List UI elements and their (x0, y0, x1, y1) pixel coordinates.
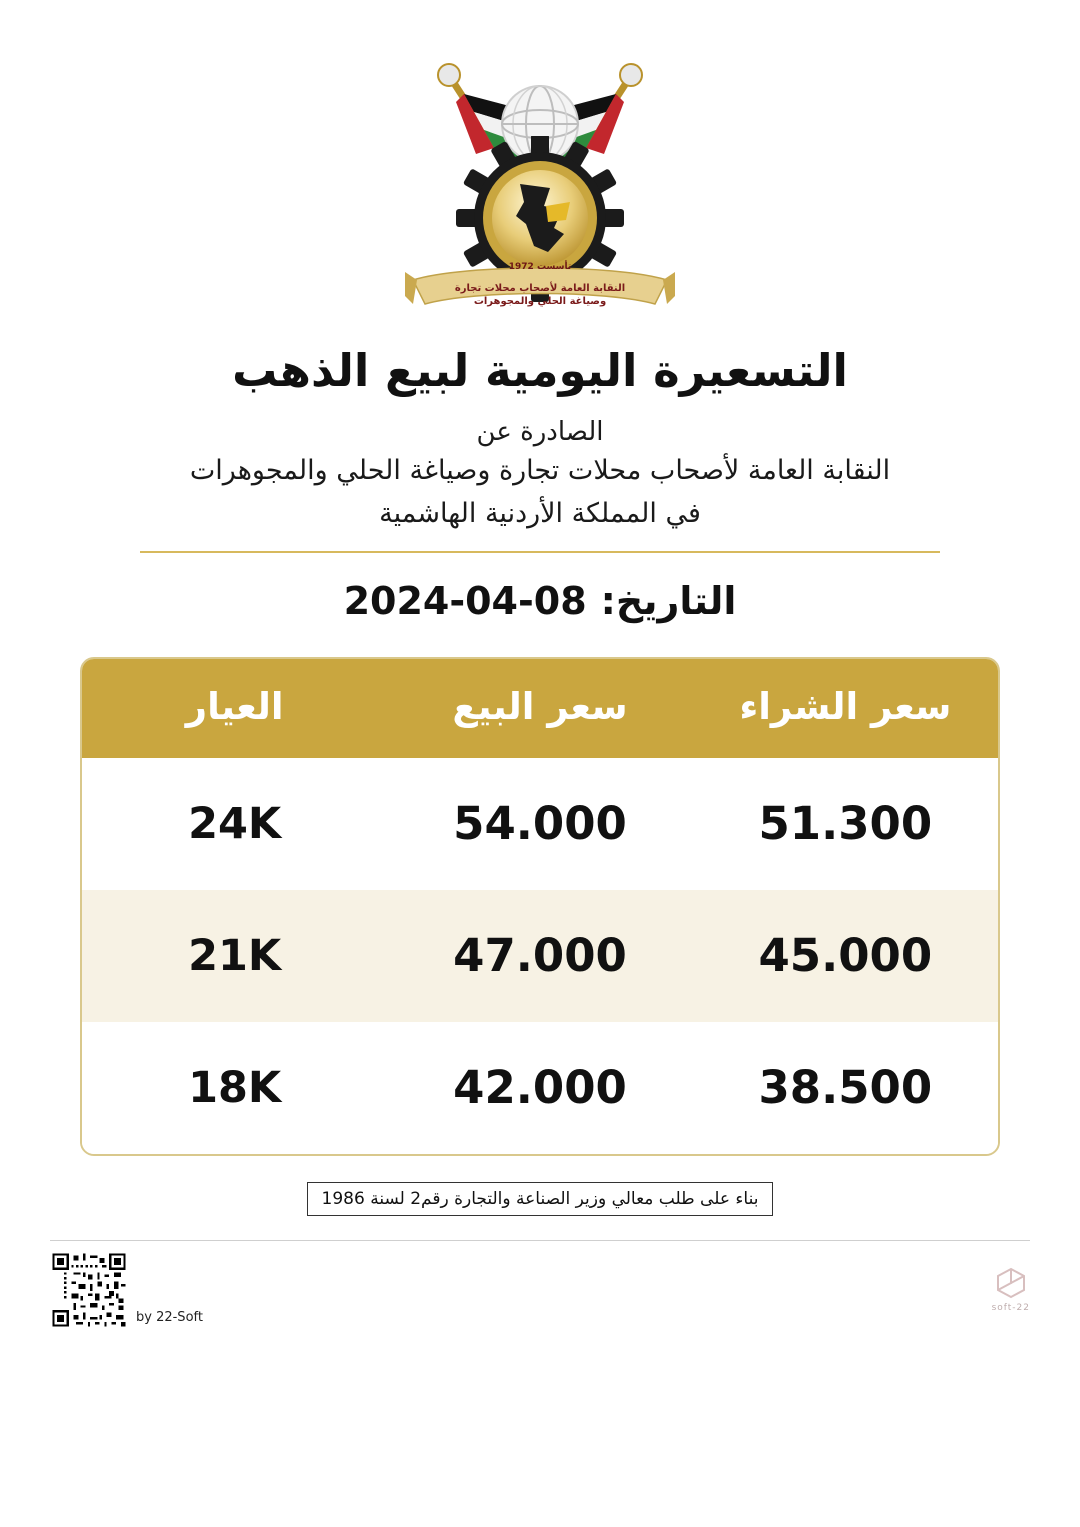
qr-caption: by 22-Soft (136, 1309, 203, 1325)
brand-logo[interactable] (992, 1266, 1030, 1313)
table-row (82, 890, 998, 1022)
page-title: التسعيرة اليومية لبيع الذهب (232, 344, 848, 397)
date-value: 2024-04-08 (343, 578, 587, 623)
qr-block (50, 1251, 203, 1329)
cell-sell-price: 42.000 (387, 1022, 692, 1154)
qr-code-icon[interactable] (50, 1251, 128, 1329)
column-header-karat: العيار (82, 659, 387, 758)
column-header-sell: سعر البيع (387, 659, 692, 758)
cell-sell-price: 47.000 (387, 890, 692, 1022)
brand-name: 22-soft (991, 1303, 1030, 1314)
column-header-buy: سعر الشراء (693, 659, 998, 758)
issued-by-label: الصادرة عن (476, 417, 604, 447)
country-name: في المملكة الأردنية الهاشمية (379, 497, 701, 529)
cell-karat: 24K (82, 758, 387, 890)
cell-buy-price: 51.300 (693, 758, 998, 890)
date-label: التاريخ: (600, 578, 737, 623)
emblem-ribbon-text: النقابة العامة لأصحاب محلات تجارة وصياغة الحلي والمجوهرات (454, 283, 626, 307)
authority-name: النقابة العامة لأصحاب محلات تجارة وصياغة الحلي والمجوهرات (189, 455, 891, 486)
cell-sell-price: 54.000 (387, 758, 692, 890)
table-header-row (82, 659, 998, 758)
union-emblem (390, 32, 690, 322)
footer-divider (50, 1240, 1030, 1241)
cell-karat: 18K (82, 1022, 387, 1154)
date-row (344, 579, 737, 623)
table-row (82, 758, 998, 890)
price-table-card (80, 657, 1000, 1156)
footer (50, 1251, 1030, 1329)
gold-price-table (82, 659, 998, 1154)
table-row (82, 1022, 998, 1154)
cell-karat: 21K (82, 890, 387, 1022)
cell-buy-price: 45.000 (693, 890, 998, 1022)
cell-buy-price: 38.500 (693, 1022, 998, 1154)
emblem-founded-year: تأسست 1972 (508, 262, 572, 272)
cube-logo-icon (994, 1266, 1028, 1300)
gold-divider (140, 551, 940, 553)
legal-note: بناء على طلب معالي وزير الصناعة والتجارة رقم2 لسنة 1986 (307, 1182, 774, 1216)
